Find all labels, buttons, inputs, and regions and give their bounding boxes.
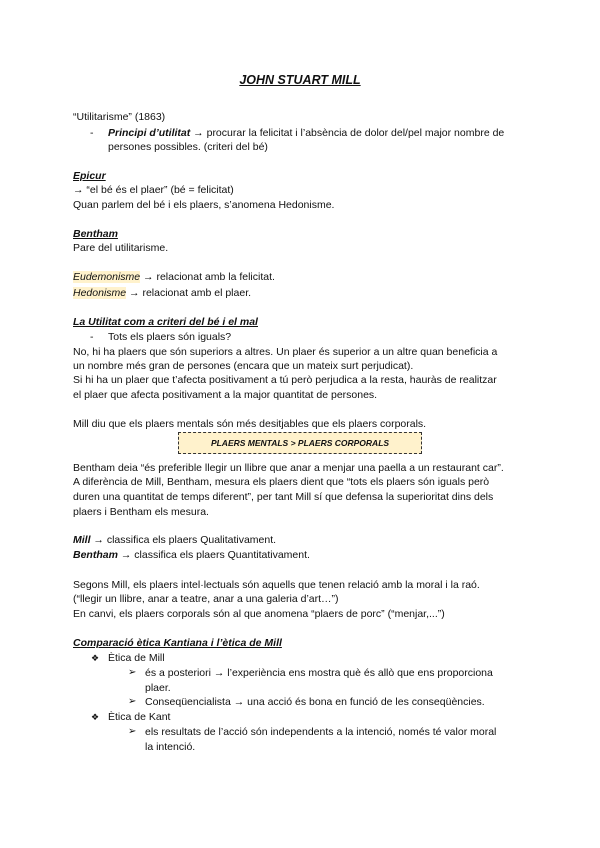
eudemonisme-term: Eudemonisme [73, 271, 141, 283]
comparacio-heading: Comparació ètica Kantiana i l’ètica de Mill [73, 637, 282, 649]
principle-line-2: persones possibles. (criteri del bé) [108, 141, 268, 153]
arrow-bullet-icon: ➢ [128, 696, 137, 707]
mill-ethics-item: Ètica de Mill [108, 652, 165, 664]
utilitat-line: un nombre més gran de persones (encara que un mateix surt perjudicat). [73, 360, 414, 372]
dash-bullet: - [90, 331, 94, 343]
kant-ethics-sub-1: els resultats de l’acció són independents a la intenció, només té valor moral [145, 726, 497, 738]
plaers-comparison-box: PLAERS MENTALS > PLAERS CORPORALS [178, 432, 422, 454]
dash-bullet: - [90, 127, 94, 139]
mill-term: Mill [73, 534, 91, 546]
page-title: JOHN STUART MILL [239, 73, 361, 87]
mill-ethics-sub-2: Conseqüencialista → una acció és bona en funció de les conseqüències. [145, 696, 485, 708]
bentham-term: Bentham [73, 549, 118, 561]
mill-statement: Mill diu que els plaers mentals són més desitjables que els plaers corporals. [73, 418, 427, 430]
arrow-bullet-icon: ➢ [128, 667, 137, 678]
bentham-classification-text: → classifica els plaers Quantitativament. [117, 549, 310, 561]
epicur-line-1: → “el bé és el plaer” (bé = felicitat) [73, 184, 234, 196]
utilitat-line: Si hi ha un plaer que t’afecta positivament a tú però perjudica a la resta, hauràs de realitzar [73, 374, 497, 386]
hedonisme-def: → relacionat amb el plaer. [126, 287, 252, 299]
bentham-line: Pare del utilitarisme. [73, 242, 169, 254]
work-title: “Utilitarisme” (1863) [73, 111, 166, 123]
mill-ethics-sub-1: és a posteriori → l’experiència ens mostra què és allò que ens proporciona [145, 667, 493, 679]
diamond-bullet-icon: ❖ [91, 653, 100, 663]
kant-ethics-sub-1-cont: la intenció. [145, 741, 196, 753]
arrow-bullet-icon: ➢ [128, 726, 137, 737]
utilitat-line: No, hi ha plaers que són superiors a altres. Un plaer és superior a un altre quan beneficia a [73, 346, 498, 358]
utilitat-line: el plaer que afecta positivament a la major quantitat de persones. [73, 389, 378, 401]
epicur-line-2: Quan parlem del bé i els plaers, s’anomena Hedonisme. [73, 199, 335, 211]
bentham-paragraph-line: plaers i Bentham els mesura. [73, 506, 209, 518]
principle-term: Principi d’utilitat [108, 127, 191, 139]
eudemonisme-def: → relacionat amb la felicitat. [140, 271, 275, 283]
bentham-classification [73, 548, 310, 562]
segons-line: En canvi, els plaers corporals són al que anomena “plaers de porc” (“menjar,...”) [73, 608, 445, 620]
mill-classification-text: → classifica els plaers Qualitativament. [90, 534, 277, 546]
mill-ethics-sub-1-cont: plaer. [145, 682, 171, 694]
hedonisme-term: Hedonisme [73, 287, 127, 299]
bentham-heading: Bentham [73, 228, 118, 240]
epicur-heading: Epicur [73, 170, 106, 182]
segons-line: (“llegir un llibre, anar a teatre, anar a una galeria d’art…”) [73, 593, 339, 605]
kant-ethics-item: Ètica de Kant [108, 711, 171, 723]
utilitat-bullet: Tots els plaers són iguals? [108, 331, 232, 343]
principle-line [108, 126, 504, 140]
bentham-paragraph-line: A diferència de Mill, Bentham, mesura els plaers dient que “tots els plaers són iguals però [73, 476, 490, 488]
utilitat-heading: La Utilitat com a criteri del bé i el mal [73, 316, 258, 328]
diamond-bullet-icon: ❖ [91, 712, 100, 722]
bentham-paragraph-line: Bentham deia “és preferible llegir un llibre que anar a menjar una paella a un restaurant car”. [73, 462, 504, 474]
hedonisme-line [73, 286, 251, 300]
eudemonisme-line [73, 270, 275, 284]
mill-classification [73, 533, 276, 547]
principle-text: → procurar la felicitat i l’absència de dolor del/pel major nombre de [190, 127, 505, 139]
bentham-paragraph-line: duren una quantitat de temps diferent”, per tant Mill sí que defensa la superioritat dins dels [73, 491, 494, 503]
segons-line: Segons Mill, els plaers intel·lectuals són aquells que tenen relació amb la moral i la raó. [73, 579, 480, 591]
